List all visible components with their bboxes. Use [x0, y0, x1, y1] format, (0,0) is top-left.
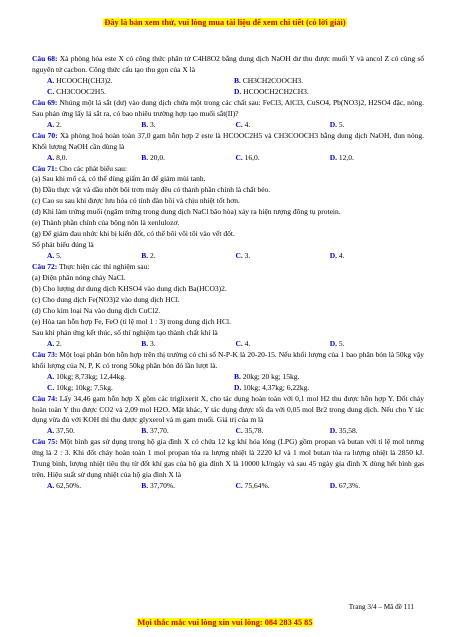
question-72	[32, 262, 424, 273]
option-d[interactable]	[330, 251, 424, 262]
option-text: 5.	[337, 338, 345, 348]
option-letter: A.	[47, 481, 55, 491]
option-c[interactable]	[236, 339, 330, 350]
options-row	[32, 383, 424, 394]
options-row	[32, 481, 424, 492]
option-text: 4.	[242, 338, 251, 348]
option-letter: A.	[47, 371, 55, 381]
options-row	[32, 372, 424, 383]
option-b[interactable]	[234, 76, 421, 87]
option-text: 10kg; 8,73kg; 12,44kg.	[54, 371, 126, 381]
option-letter: C.	[235, 426, 243, 436]
option-a[interactable]	[32, 251, 141, 262]
option-text: 20kg; 20 kg; 15kg.	[240, 371, 300, 381]
experiment-item: (d) Cho kim loại Na vào dung dịch CuCl2.	[32, 305, 161, 315]
option-b[interactable]	[141, 120, 235, 131]
preview-banner-text: Đây là bản xem thử, vui lòng mua tài liệu để xem chi tiết (có lời giải)	[104, 18, 346, 27]
option-letter: A.	[47, 338, 55, 348]
option-d[interactable]	[330, 339, 424, 350]
statement-item: (d) Khi làm trứng muối (ngâm trứng trong dung dịch NaCl bão hòa) xảy ra hiện tượng đông tụ protein.	[32, 207, 341, 217]
option-d[interactable]	[330, 481, 424, 492]
option-a[interactable]	[32, 120, 141, 131]
option-letter: B.	[141, 426, 149, 436]
option-letter: C.	[235, 481, 243, 491]
statement-item: (b) Dầu thực vật và dầu nhớt bôi trơn máy đều có thành phần chính là chất béo.	[32, 185, 271, 195]
option-letter: D.	[329, 426, 338, 436]
option-letter: C.	[235, 152, 243, 162]
options-row	[32, 120, 424, 131]
option-b[interactable]	[141, 251, 235, 262]
option-text: 12,0.	[337, 152, 354, 162]
question-73	[32, 350, 424, 372]
statement-item: (g) Để giảm đau nhức khi bị kiến đốt, có thể bôi vôi tôi vào vết đốt.	[32, 229, 235, 239]
statement-item: (c) Cao su sau khi được lưu hóa có tính đàn hồi và chịu nhiệt tốt hơn.	[32, 196, 240, 206]
option-d[interactable]	[234, 87, 421, 98]
preview-banner	[0, 18, 450, 27]
option-text: 3.	[148, 119, 156, 129]
option-text: HCOOCH2CH2CH3.	[241, 86, 309, 96]
option-text: 37,70.	[148, 426, 169, 436]
option-text: 62,50%.	[54, 481, 82, 491]
option-text: 16,0.	[242, 152, 260, 162]
option-a[interactable]	[32, 76, 234, 87]
question-text: Xà phòng hoá hoàn toàn 37,0 gam hỗn hợp 2 este là HCOOC2H5 và CH3COOCH3 bằng dung dịch NaOH, đun nóng. Khối lượng NaOH cần dùng là	[32, 130, 424, 151]
options-row	[32, 251, 424, 262]
question-text: Thực hiện các thí nghiệm sau:	[57, 262, 150, 272]
question-number: Câu 74:	[32, 393, 58, 403]
statement-item: (e) Thành phần chính của bông nõn là xenlulozơ.	[32, 218, 180, 228]
option-text: 5.	[54, 251, 62, 261]
option-d[interactable]	[330, 153, 424, 164]
option-text: 3.	[242, 251, 251, 261]
option-a[interactable]	[32, 481, 141, 492]
option-letter: D.	[329, 119, 338, 129]
option-c[interactable]	[236, 153, 330, 164]
options-row	[32, 87, 424, 98]
option-d[interactable]	[330, 120, 424, 131]
option-letter: A.	[47, 75, 55, 85]
page-number: Trang 3/4 – Mã đề 111	[348, 603, 414, 611]
option-letter: C.	[235, 119, 243, 129]
question-70	[32, 131, 424, 153]
option-letter: B.	[141, 251, 149, 261]
question-text: Cho các phát biểu sau:	[57, 163, 127, 173]
option-text: 67,3%.	[337, 481, 361, 491]
options-row	[32, 339, 424, 350]
options-row	[32, 153, 424, 164]
question-number: Câu 70:	[32, 130, 58, 140]
option-letter: A.	[47, 426, 55, 436]
option-text: HCOOCH(CH3)2.	[54, 75, 113, 85]
option-text: 10kg; 10kg; 7,5kg.	[54, 382, 113, 392]
option-text: 4.	[242, 119, 251, 129]
option-letter: B.	[141, 338, 149, 348]
option-a[interactable]	[32, 372, 234, 383]
experiment-item: (e) Hòa tan hỗn hợp Fe, FeO (tỉ lệ mol 1 : 3) trong dung dịch HCl.	[32, 316, 231, 326]
experiment-item: (a) Điện phân nóng chảy NaCl.	[32, 273, 126, 283]
question-text: Xà phòng hóa este X có công thức phân tử C4H8O2 bằng dung dịch NaOH dư thu được muối Y và ancol Z có cùng số nguyên tử cacbon. Công thức cấu tạo thu gọn của X là	[32, 54, 424, 74]
option-d[interactable]	[330, 426, 424, 437]
question-68	[32, 54, 424, 76]
option-text: CH3COOC2H5.	[54, 86, 106, 96]
option-b[interactable]	[141, 153, 235, 164]
option-text: 37,70%.	[148, 481, 176, 491]
option-c[interactable]	[236, 426, 330, 437]
experiment-item: (c) Cho dung dịch Fe(NO3)2 vào dung dịch HCl.	[32, 294, 180, 304]
question-number: Câu 69:	[32, 97, 58, 107]
option-d[interactable]	[234, 383, 421, 394]
option-letter: B.	[141, 481, 149, 491]
question-number: Câu 73:	[32, 349, 58, 359]
question-text: Một bình gas sử dụng trong hộ gia đình X có chứa 12 kg khí hóa lỏng (LPG) gồm propan và butan với tỉ lệ mol tương ứng là 2 : 3. Khi đốt cháy hoàn toàn 1 mol propan tỏa ra lượng nhiệt là 2220 kJ và 1 mol butan tỏa ra lượng nhiệt là 2850 kJ. Trung bình, lượng nhiệt tiêu thụ từ đốt khí gas của hộ gia đình X là 10000 kJ/ngày và sau 45 ngày gia đình X dùng hết bình gas trên. Hiệu suất sử dụng nhiệt của hộ gia đình X là	[32, 437, 424, 480]
option-letter: C.	[47, 382, 55, 392]
option-letter: B.	[141, 152, 149, 162]
option-letter: D.	[329, 338, 338, 348]
option-letter: A.	[47, 251, 55, 261]
option-a[interactable]	[32, 426, 141, 437]
option-a[interactable]	[32, 339, 141, 350]
option-letter: C.	[235, 251, 243, 261]
question-74	[32, 394, 424, 427]
option-text: 8,0.	[54, 152, 68, 162]
question-text: Nhúng một lá sắt (dư) vào dung dịch chứa một trong các chất sau: FeCl3, AlCl3, CuSO4, Pb(NO3)2, H2SO4 đặc, nóng. Sau phản ứng lấy lá sắt ra, có bao nhiêu trường hợp tạo muối sắt(II)?	[32, 97, 425, 118]
option-text: 5.	[337, 119, 345, 129]
option-letter: D.	[234, 86, 242, 96]
question-prompt: Sau khi phản ứng kết thúc, số thí nghiệm tạo thành chất khí là	[32, 327, 218, 337]
experiment-item: (b) Cho lượng dư dung dịch KHSO4 vào dung dịch Ba(HCO3)2.	[32, 284, 227, 294]
option-c[interactable]	[236, 120, 330, 131]
option-letter: D.	[329, 481, 338, 491]
option-text: 2.	[54, 119, 62, 129]
question-number: Câu 68:	[32, 54, 58, 63]
option-c[interactable]	[32, 87, 234, 98]
option-letter: D.	[329, 152, 338, 162]
option-text: 20,0.	[148, 152, 166, 162]
question-69	[32, 98, 424, 120]
option-a[interactable]	[32, 153, 141, 164]
question-71	[32, 164, 424, 175]
question-text: Lấy 34,46 gam hỗn hợp X gồm các triglixerit X, cho tác dụng hoàn toàn với 0,1 mol H2 thu được hỗn hợp Y. Đốt cháy hoàn toàn Y thu được CO2 và 2,09 mol H2O. Mặt khác, Y tác dụng được tối đa với 0,05 mol Br2 trong dung dịch. Nếu cho Y tác dụng vừa đủ với KOH thì thu được glyxerol và m gam muối. Giá trị của m là	[32, 393, 424, 425]
question-number: Câu 72:	[32, 262, 58, 272]
question-75	[32, 437, 424, 481]
option-text: 3.	[148, 338, 156, 348]
option-letter: D.	[234, 382, 242, 392]
contact-banner-text: Mọi thắc mắc vui lòng xin vui lòng: 084 283 45 85	[137, 618, 313, 627]
question-list	[32, 54, 424, 492]
option-letter: A.	[47, 119, 55, 129]
option-b[interactable]	[141, 426, 235, 437]
statement-item: (a) Sau khi mổ cá, có thể dùng giấm ăn để giảm mùi tanh.	[32, 174, 206, 184]
question-text: Một loại phân bón hỗn hợp trên thị trường có chỉ số N-P-K là 20-20-15. Nếu khối lượng của 1 bao phân bón là 50kg vậy khối lượng của N, P, K có trong 50kg phân bón đó lần lượt là.	[32, 349, 424, 370]
option-text: 10kg; 4,37kg; 6,22kg.	[241, 382, 310, 392]
option-c[interactable]	[236, 251, 330, 262]
option-letter: C.	[235, 338, 243, 348]
option-letter: B.	[234, 75, 241, 85]
option-text: 37,50.	[54, 426, 75, 436]
option-letter: B.	[234, 371, 241, 381]
question-number: Câu 71:	[32, 163, 58, 173]
option-text: 75,64%.	[242, 481, 270, 491]
option-letter: B.	[141, 119, 149, 129]
question-number: Câu 75:	[32, 437, 58, 447]
options-row	[32, 426, 424, 437]
contact-banner	[0, 618, 450, 627]
question-prompt: Số phát biểu đúng là	[32, 240, 94, 250]
option-b[interactable]	[234, 372, 421, 383]
option-text: 2.	[54, 338, 62, 348]
options-row	[32, 76, 424, 87]
option-letter: A.	[47, 152, 55, 162]
option-b[interactable]	[141, 481, 235, 492]
option-b[interactable]	[141, 339, 235, 350]
option-letter: D.	[329, 251, 338, 261]
option-letter: C.	[47, 86, 55, 96]
option-text: 2.	[148, 251, 156, 261]
option-text: 4.	[337, 251, 345, 261]
option-text: CH3CH2COOCH3.	[240, 75, 303, 85]
option-c[interactable]	[236, 481, 330, 492]
option-c[interactable]	[32, 383, 234, 394]
option-text: 35,78.	[242, 426, 264, 436]
option-text: 35,58.	[337, 426, 358, 436]
